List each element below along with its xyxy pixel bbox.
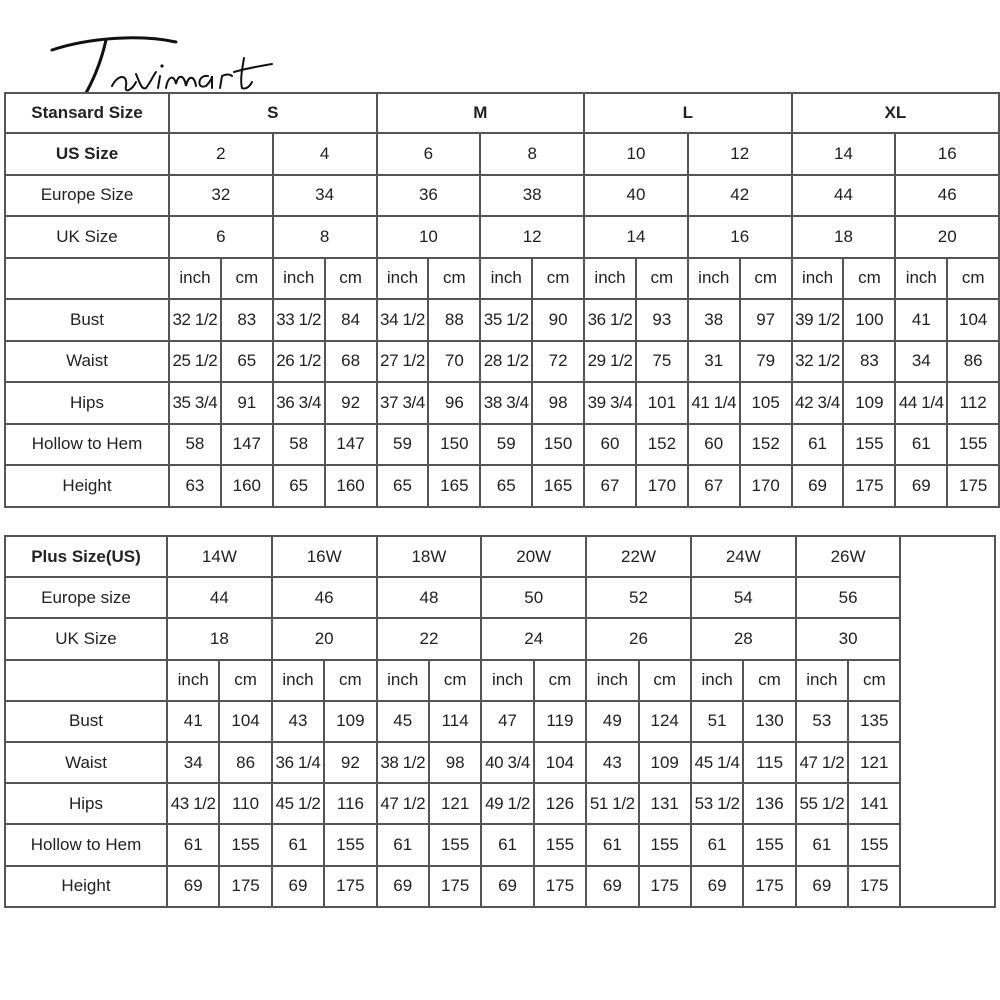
measure-row	[5, 382, 999, 424]
measure-value: 35 3/4	[169, 382, 221, 424]
measure-value: 60	[688, 424, 740, 466]
plus-measure-value: 43	[586, 742, 638, 783]
measure-value: 79	[740, 341, 792, 383]
europe-size-label: Europe Size	[5, 175, 169, 217]
measure-label: Hollow to Hem	[5, 424, 169, 466]
plus-measure-value: 175	[324, 866, 376, 907]
measure-value: 35 1/2	[480, 299, 532, 341]
europe-size-value: 44	[792, 175, 896, 217]
measure-value: 70	[428, 341, 480, 383]
us-size-value: 2	[169, 133, 273, 175]
size-group-header: L	[584, 93, 792, 133]
measure-label: Hips	[5, 382, 169, 424]
plus-table-blank-column	[900, 535, 996, 908]
measure-value: 26 1/2	[273, 341, 325, 383]
plus-measure-value: 141	[848, 783, 900, 824]
measure-value: 61	[895, 424, 947, 466]
unit-inch: inch	[688, 258, 740, 300]
measure-value: 83	[221, 299, 273, 341]
plus-size-table	[4, 535, 901, 908]
measure-value: 65	[377, 465, 429, 507]
measure-label: Bust	[5, 299, 169, 341]
measure-value: 150	[428, 424, 480, 466]
measure-value: 37 3/4	[377, 382, 429, 424]
plus-uk-size-value: 22	[377, 618, 482, 659]
plus-measure-value: 49 1/2	[481, 783, 533, 824]
unit-inch: inch	[796, 660, 848, 701]
measure-value: 152	[740, 424, 792, 466]
measure-value: 68	[325, 341, 377, 383]
measure-label: Waist	[5, 341, 169, 383]
measure-value: 165	[532, 465, 584, 507]
unit-cm: cm	[534, 660, 586, 701]
measure-value: 160	[221, 465, 273, 507]
measure-value: 31	[688, 341, 740, 383]
plus-measure-value: 155	[219, 824, 271, 865]
measure-row	[5, 299, 999, 341]
measure-value: 100	[843, 299, 895, 341]
measure-value: 60	[584, 424, 636, 466]
unit-inch: inch	[169, 258, 221, 300]
plus-measure-value: 69	[691, 866, 743, 907]
measure-value: 69	[792, 465, 844, 507]
plus-measure-value: 86	[219, 742, 271, 783]
measure-value: 41	[895, 299, 947, 341]
uk-size-value: 16	[688, 216, 792, 258]
measure-value: 61	[792, 424, 844, 466]
measure-row	[5, 424, 999, 466]
measure-value: 147	[221, 424, 273, 466]
plus-measure-value: 43	[272, 701, 324, 742]
plus-europe-size-value: 56	[796, 577, 901, 618]
plus-measure-value: 104	[534, 742, 586, 783]
plus-measure-value: 175	[429, 866, 481, 907]
uk-size-value: 18	[792, 216, 896, 258]
measure-value: 96	[428, 382, 480, 424]
plus-us-size-value: 22W	[586, 536, 691, 577]
measure-value: 150	[532, 424, 584, 466]
measure-value: 170	[636, 465, 688, 507]
plus-measure-value: 155	[429, 824, 481, 865]
plus-measure-row	[5, 742, 900, 783]
plus-uk-size-value: 20	[272, 618, 377, 659]
unit-inch: inch	[480, 258, 532, 300]
measure-value: 75	[636, 341, 688, 383]
unit-inch: inch	[586, 660, 638, 701]
row-plus-units	[5, 660, 900, 701]
unit-cm: cm	[639, 660, 691, 701]
uk-size-value: 12	[480, 216, 584, 258]
measure-value: 84	[325, 299, 377, 341]
plus-us-size-value: 24W	[691, 536, 796, 577]
uk-size-value: 10	[377, 216, 481, 258]
row-us-size	[5, 133, 999, 175]
measure-value: 44 1/4	[895, 382, 947, 424]
row-plus-uk-size	[5, 618, 900, 659]
europe-size-value: 36	[377, 175, 481, 217]
uk-size-value: 8	[273, 216, 377, 258]
plus-measure-value: 51 1/2	[586, 783, 638, 824]
measure-value: 155	[947, 424, 999, 466]
measure-value: 42 3/4	[792, 382, 844, 424]
plus-measure-value: 155	[639, 824, 691, 865]
plus-measure-value: 124	[639, 701, 691, 742]
us-size-value: 8	[480, 133, 584, 175]
unit-inch: inch	[792, 258, 844, 300]
unit-cm: cm	[947, 258, 999, 300]
plus-measure-row	[5, 824, 900, 865]
plus-measure-value: 69	[481, 866, 533, 907]
plus-measure-value: 43 1/2	[167, 783, 219, 824]
plus-measure-value: 40 3/4	[481, 742, 533, 783]
measure-value: 90	[532, 299, 584, 341]
plus-measure-value: 119	[534, 701, 586, 742]
europe-size-value: 42	[688, 175, 792, 217]
measure-value: 175	[947, 465, 999, 507]
plus-measure-value: 61	[272, 824, 324, 865]
plus-measure-label: Height	[5, 866, 167, 907]
measure-value: 92	[325, 382, 377, 424]
plus-measure-value: 121	[429, 783, 481, 824]
plus-measure-value: 130	[743, 701, 795, 742]
plus-measure-value: 69	[167, 866, 219, 907]
measure-value: 33 1/2	[273, 299, 325, 341]
plus-measure-value: 126	[534, 783, 586, 824]
us-size-value: 16	[895, 133, 999, 175]
plus-measure-value: 135	[848, 701, 900, 742]
measure-value: 32 1/2	[169, 299, 221, 341]
measure-value: 160	[325, 465, 377, 507]
plus-measure-row	[5, 866, 900, 907]
plus-measure-value: 41	[167, 701, 219, 742]
unit-cm: cm	[532, 258, 584, 300]
plus-uk-size-value: 26	[586, 618, 691, 659]
plus-us-size-value: 16W	[272, 536, 377, 577]
plus-measure-value: 92	[324, 742, 376, 783]
plus-uk-size-value: 24	[481, 618, 586, 659]
measure-value: 170	[740, 465, 792, 507]
row-europe-size	[5, 175, 999, 217]
plus-measure-value: 155	[743, 824, 795, 865]
plus-europe-size-value: 48	[377, 577, 482, 618]
measure-value: 63	[169, 465, 221, 507]
plus-uk-size-value: 30	[796, 618, 901, 659]
measure-value: 165	[428, 465, 480, 507]
us-size-value: 10	[584, 133, 688, 175]
measure-value: 97	[740, 299, 792, 341]
plus-measure-value: 47 1/2	[796, 742, 848, 783]
plus-measure-value: 53 1/2	[691, 783, 743, 824]
unit-inch: inch	[377, 258, 429, 300]
plus-measure-value: 155	[324, 824, 376, 865]
plus-measure-label: Hollow to Hem	[5, 824, 167, 865]
europe-size-value: 40	[584, 175, 688, 217]
row-units	[5, 258, 999, 300]
plus-measure-value: 47	[481, 701, 533, 742]
plus-measure-value: 61	[691, 824, 743, 865]
unit-cm: cm	[636, 258, 688, 300]
plus-measure-value: 114	[429, 701, 481, 742]
measure-row	[5, 341, 999, 383]
us-size-label: US Size	[5, 133, 169, 175]
uk-size-value: 14	[584, 216, 688, 258]
measure-value: 36 3/4	[273, 382, 325, 424]
plus-measure-row	[5, 783, 900, 824]
measure-row	[5, 465, 999, 507]
measure-value: 29 1/2	[584, 341, 636, 383]
plus-measure-value: 109	[639, 742, 691, 783]
unit-inch: inch	[272, 660, 324, 701]
plus-uk-size-value: 28	[691, 618, 796, 659]
plus-measure-value: 109	[324, 701, 376, 742]
measure-value: 152	[636, 424, 688, 466]
size-group-header: S	[169, 93, 377, 133]
plus-measure-value: 155	[534, 824, 586, 865]
us-size-value: 6	[377, 133, 481, 175]
row-uk-size	[5, 216, 999, 258]
plus-measure-value: 110	[219, 783, 271, 824]
plus-measure-value: 34	[167, 742, 219, 783]
uk-size-label: UK Size	[5, 216, 169, 258]
plus-measure-label: Waist	[5, 742, 167, 783]
measure-value: 112	[947, 382, 999, 424]
plus-measure-value: 104	[219, 701, 271, 742]
measure-value: 36 1/2	[584, 299, 636, 341]
plus-measure-value: 136	[743, 783, 795, 824]
plus-measure-value: 69	[377, 866, 429, 907]
measure-value: 175	[843, 465, 895, 507]
measure-value: 67	[584, 465, 636, 507]
plus-measure-value: 175	[743, 866, 795, 907]
unit-inch: inch	[377, 660, 429, 701]
plus-measure-value: 38 1/2	[377, 742, 429, 783]
us-size-value: 4	[273, 133, 377, 175]
measure-value: 104	[947, 299, 999, 341]
measure-value: 59	[480, 424, 532, 466]
unit-cm: cm	[219, 660, 271, 701]
measure-value: 38	[688, 299, 740, 341]
plus-europe-size-value: 46	[272, 577, 377, 618]
measure-value: 65	[221, 341, 273, 383]
plus-us-size-value: 26W	[796, 536, 901, 577]
plus-measure-value: 61	[796, 824, 848, 865]
unit-cm: cm	[843, 258, 895, 300]
row-us-plus-size	[5, 536, 900, 577]
plus-measure-value: 53	[796, 701, 848, 742]
plus-europe-size-value: 52	[586, 577, 691, 618]
row-size-groups	[5, 93, 999, 133]
plus-measure-value: 175	[534, 866, 586, 907]
measure-value: 27 1/2	[377, 341, 429, 383]
us-size-value: 14	[792, 133, 896, 175]
plus-us-size-value: 20W	[481, 536, 586, 577]
plus-measure-row	[5, 701, 900, 742]
measure-value: 58	[169, 424, 221, 466]
plus-measure-value: 98	[429, 742, 481, 783]
plus-units-blank	[5, 660, 167, 701]
plus-measure-value: 45	[377, 701, 429, 742]
plus-europe-size-value: 54	[691, 577, 796, 618]
standard-size-table	[4, 92, 1000, 508]
unit-cm: cm	[848, 660, 900, 701]
plus-measure-value: 36 1/4	[272, 742, 324, 783]
unit-cm: cm	[324, 660, 376, 701]
plus-measure-value: 155	[848, 824, 900, 865]
units-blank	[5, 258, 169, 300]
measure-value: 91	[221, 382, 273, 424]
plus-us-size-value: 18W	[377, 536, 482, 577]
plus-measure-value: 61	[377, 824, 429, 865]
size-group-header: XL	[792, 93, 1000, 133]
unit-inch: inch	[167, 660, 219, 701]
measure-label: Height	[5, 465, 169, 507]
unit-cm: cm	[743, 660, 795, 701]
us-size-value: 12	[688, 133, 792, 175]
plus-measure-value: 131	[639, 783, 691, 824]
unit-cm: cm	[740, 258, 792, 300]
plus-measure-value: 69	[272, 866, 324, 907]
plus-measure-value: 175	[219, 866, 271, 907]
measure-value: 88	[428, 299, 480, 341]
uk-size-value: 6	[169, 216, 273, 258]
plus-uk-label: UK Size	[5, 618, 167, 659]
plus-measure-value: 175	[848, 866, 900, 907]
europe-size-value: 46	[895, 175, 999, 217]
uk-size-value: 20	[895, 216, 999, 258]
measure-value: 155	[843, 424, 895, 466]
size-group-header: M	[377, 93, 585, 133]
measure-value: 41 1/4	[688, 382, 740, 424]
plus-measure-value: 175	[639, 866, 691, 907]
measure-value: 25 1/2	[169, 341, 221, 383]
plus-measure-value: 45 1/2	[272, 783, 324, 824]
plus-europe-label: Europe size	[5, 577, 167, 618]
plus-measure-value: 47 1/2	[377, 783, 429, 824]
plus-measure-value: 121	[848, 742, 900, 783]
measure-value: 34	[895, 341, 947, 383]
measure-value: 59	[377, 424, 429, 466]
measure-value: 98	[532, 382, 584, 424]
measure-value: 39 1/2	[792, 299, 844, 341]
measure-value: 69	[895, 465, 947, 507]
plus-measure-value: 55 1/2	[796, 783, 848, 824]
europe-size-value: 32	[169, 175, 273, 217]
measure-value: 58	[273, 424, 325, 466]
measure-value: 65	[480, 465, 532, 507]
measure-value: 32 1/2	[792, 341, 844, 383]
unit-inch: inch	[691, 660, 743, 701]
plus-measure-value: 69	[796, 866, 848, 907]
measure-value: 39 3/4	[584, 382, 636, 424]
plus-measure-value: 61	[586, 824, 638, 865]
plus-measure-value: 115	[743, 742, 795, 783]
measure-value: 147	[325, 424, 377, 466]
unit-inch: inch	[895, 258, 947, 300]
plus-header-label: Plus Size(US)	[5, 536, 167, 577]
unit-inch: inch	[584, 258, 636, 300]
plus-measure-value: 51	[691, 701, 743, 742]
plus-measure-value: 69	[586, 866, 638, 907]
unit-inch: inch	[273, 258, 325, 300]
europe-size-value: 38	[480, 175, 584, 217]
measure-value: 109	[843, 382, 895, 424]
measure-value: 101	[636, 382, 688, 424]
measure-value: 72	[532, 341, 584, 383]
plus-measure-label: Hips	[5, 783, 167, 824]
plus-measure-value: 61	[167, 824, 219, 865]
unit-cm: cm	[221, 258, 273, 300]
measure-value: 28 1/2	[480, 341, 532, 383]
measure-value: 93	[636, 299, 688, 341]
unit-cm: cm	[325, 258, 377, 300]
measure-value: 86	[947, 341, 999, 383]
measure-value: 83	[843, 341, 895, 383]
measure-value: 65	[273, 465, 325, 507]
plus-measure-value: 116	[324, 783, 376, 824]
measure-value: 38 3/4	[480, 382, 532, 424]
plus-measure-value: 49	[586, 701, 638, 742]
europe-size-value: 34	[273, 175, 377, 217]
measure-value: 67	[688, 465, 740, 507]
header-label: Stansard Size	[5, 93, 169, 133]
row-plus-europe-size	[5, 577, 900, 618]
plus-europe-size-value: 50	[481, 577, 586, 618]
plus-measure-value: 61	[481, 824, 533, 865]
plus-uk-size-value: 18	[167, 618, 272, 659]
plus-europe-size-value: 44	[167, 577, 272, 618]
measure-value: 34 1/2	[377, 299, 429, 341]
plus-measure-value: 45 1/4	[691, 742, 743, 783]
unit-inch: inch	[481, 660, 533, 701]
plus-us-size-value: 14W	[167, 536, 272, 577]
plus-measure-label: Bust	[5, 701, 167, 742]
unit-cm: cm	[428, 258, 480, 300]
unit-cm: cm	[429, 660, 481, 701]
measure-value: 105	[740, 382, 792, 424]
